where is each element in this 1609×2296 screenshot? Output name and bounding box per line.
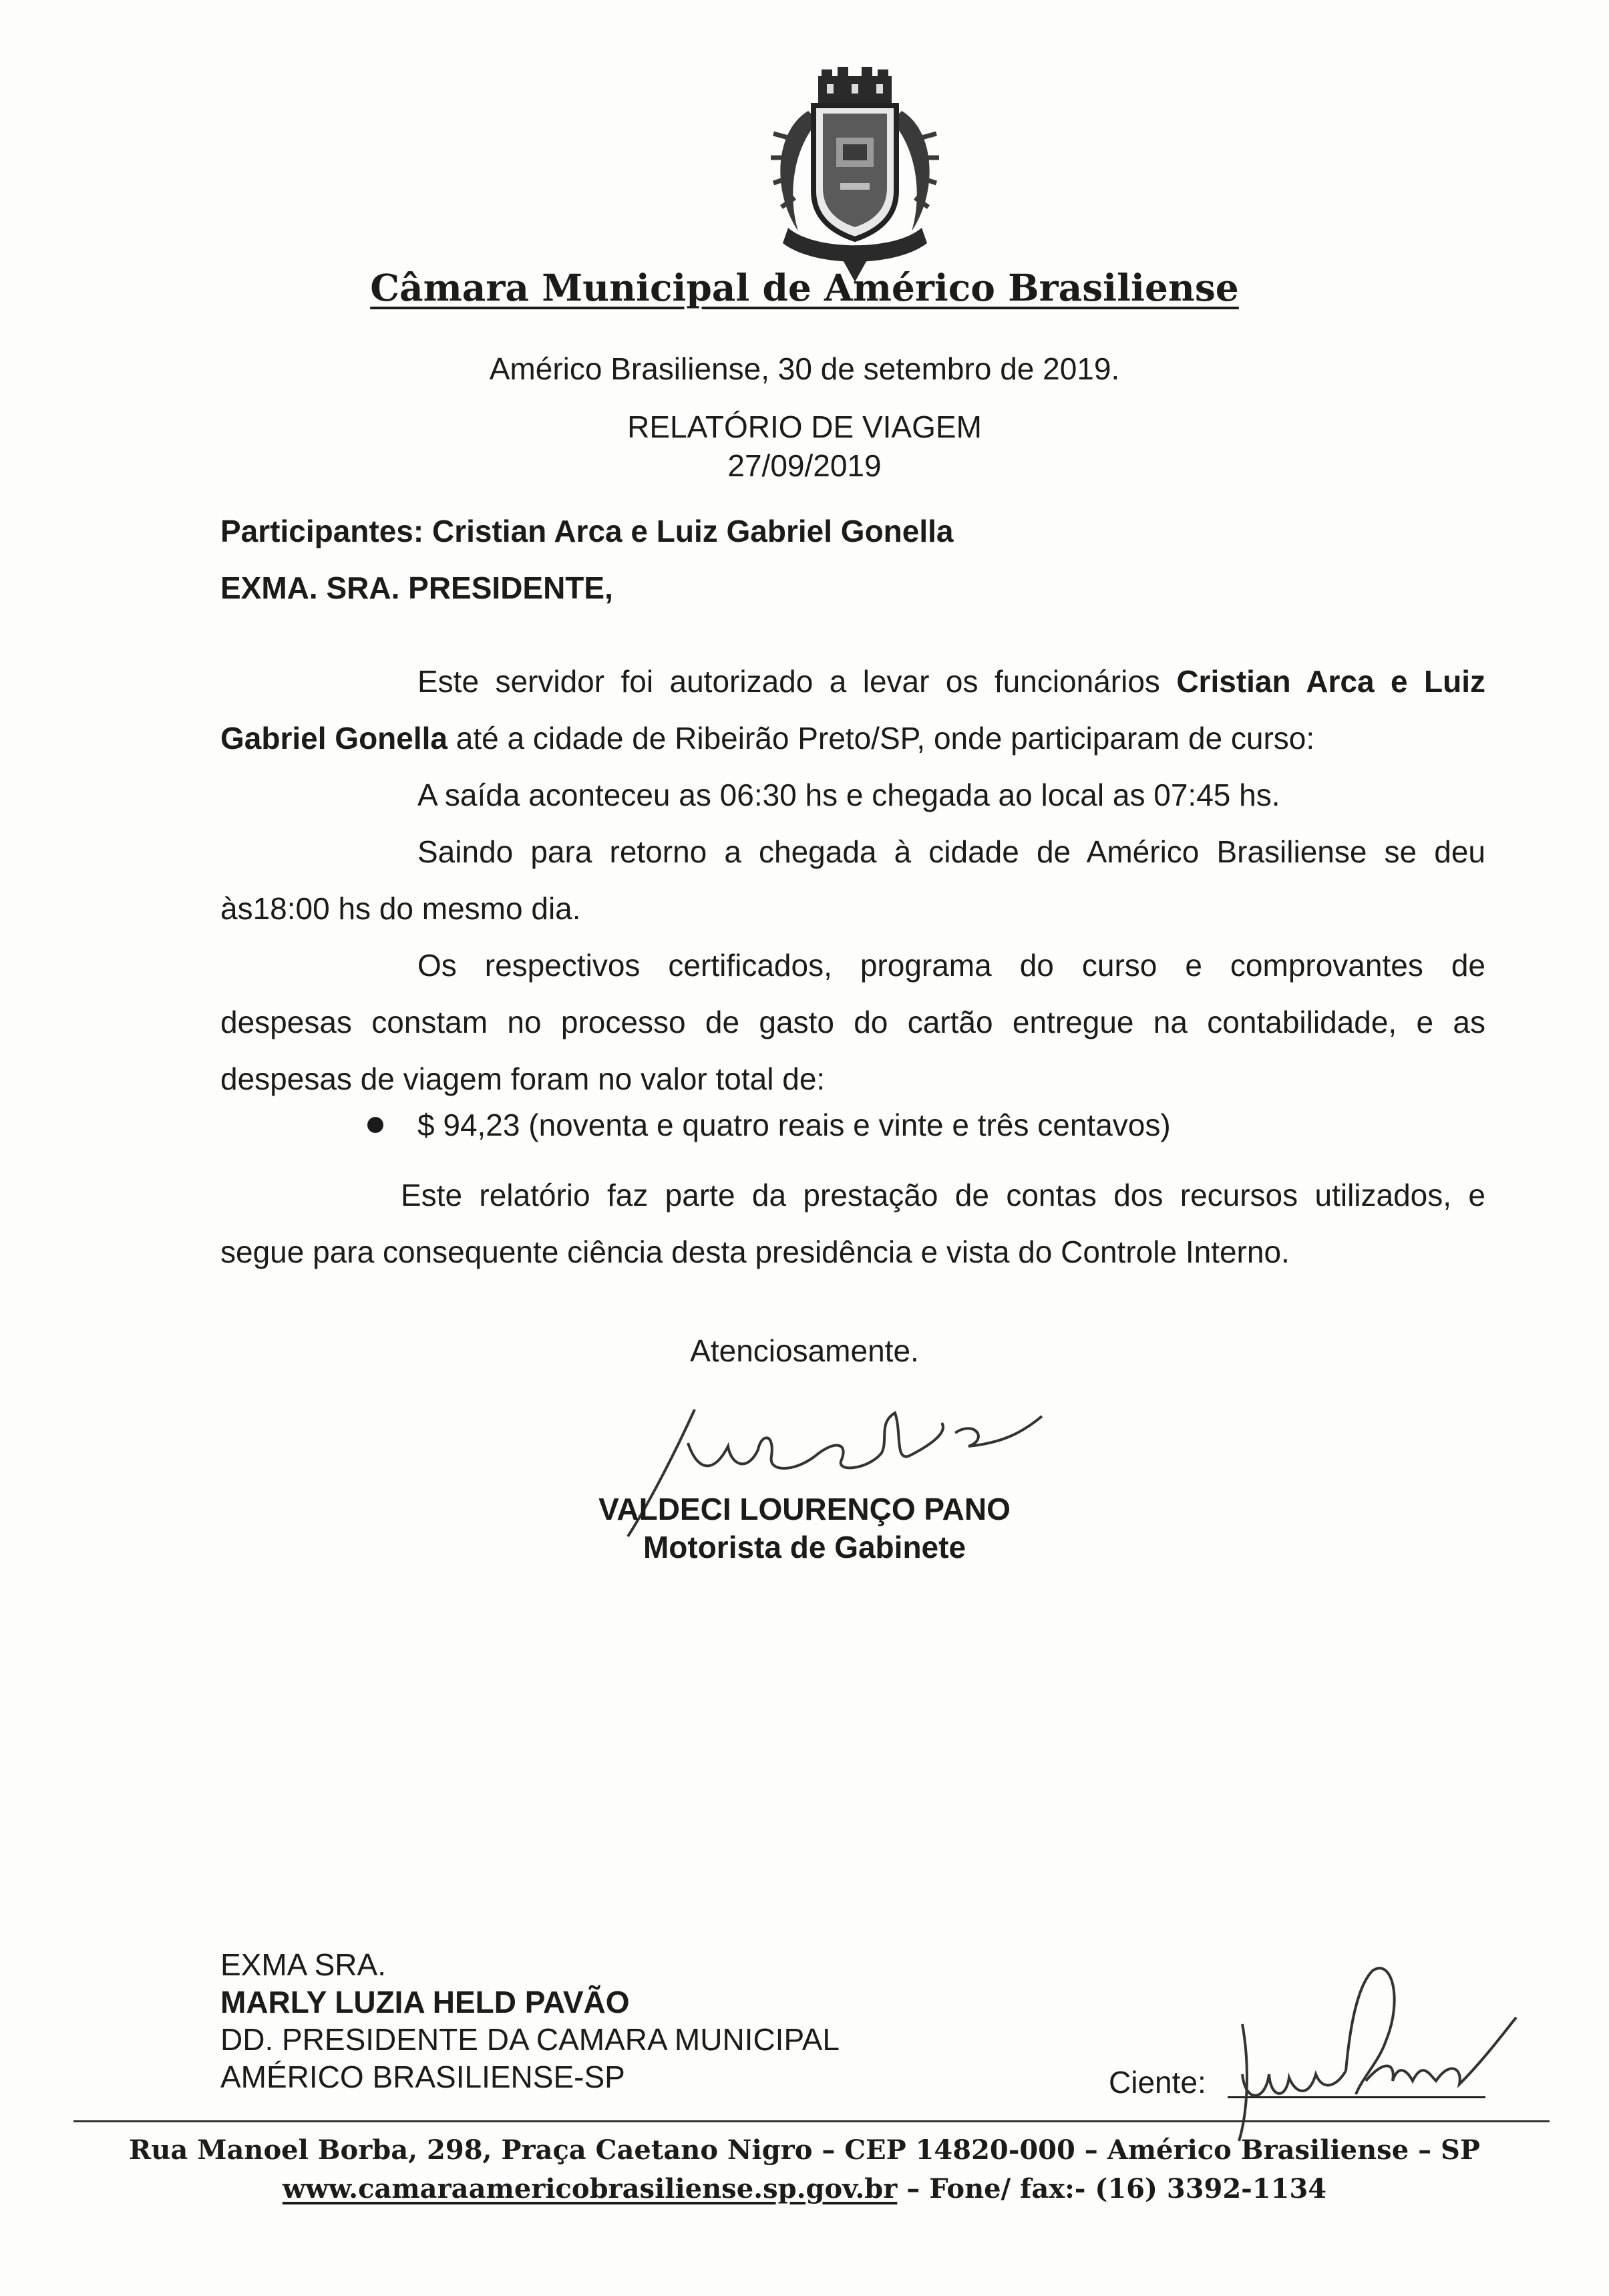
paragraph-2: A saída aconteceu as 06:30 hs e chegada ao local as 07:45 hs. (417, 778, 1280, 812)
footer-address: Rua Manoel Borba, 298, Praça Caetano Nigro – CEP 14820-000 – Américo Brasiliense – SP (129, 2134, 1480, 2166)
paragraph-4-line-1: Os respectivos certificados, programa do curso e comprovantes de (417, 948, 1485, 983)
paragraph-5-line-1: Este relatório faz parte da prestação de contas dos recursos utilizados, e (401, 1178, 1485, 1212)
paragraph-1-line-2 (220, 710, 1485, 767)
signer-name: VALDECI LOURENÇO PANO (598, 1492, 1011, 1526)
p1-name-a: Cristian Arca e Luiz (1176, 664, 1485, 699)
ciente-label: Ciente: (1109, 2065, 1206, 2100)
p1-start-text: Este servidor foi autorizado a levar os funcionários (417, 664, 1160, 699)
footer-contact (0, 2173, 1609, 2204)
report-title: RELATÓRIO DE VIAGEM (627, 409, 982, 444)
paragraph-3-line-2: às18:00 hs do mesmo dia. (220, 891, 581, 926)
chamber-name-text: Câmara Municipal de Américo Brasiliense (370, 266, 1239, 309)
salutation: EXMA. SRA. PRESIDENTE, (220, 570, 613, 605)
trip-date: 27/09/2019 (727, 448, 882, 483)
footer-rule (73, 2120, 1550, 2122)
paragraph-4-line-3: despesas de viagem foram no valor total de: (220, 1061, 826, 1096)
paragraph-3-line-1: Saindo para retorno a chegada à cidade de Américo Brasiliense se deu (417, 834, 1485, 869)
paragraph-4-line-2: despesas constam no processo de gasto do cartão entregue na contabilidade, e as (220, 1005, 1485, 1039)
paragraph-1-line-1 (417, 653, 1485, 710)
signer-role: Motorista de Gabinete (643, 1530, 966, 1565)
chamber-name-heading (0, 266, 1609, 309)
coat-of-arms-icon (761, 64, 948, 285)
signature-marly (1229, 1961, 1523, 2154)
closing: Atenciosamente. (690, 1333, 919, 1368)
paragraph-5-line-2: segue para consequente ciência desta presidência e vista do Controle Interno. (220, 1235, 1290, 1269)
recipient-name: MARLY LUZIA HELD PAVÃO (220, 1985, 630, 2019)
p1-end-text: até a cidade de Ribeirão Preto/SP, onde participaram de curso: (456, 721, 1315, 756)
phone-fax: – Fone/ fax:- (16) 3392-1134 (906, 2173, 1327, 2204)
participants-line: Participantes: Cristian Arca e Luiz Gabriel Gonella (220, 514, 954, 548)
amount-item: $ 94,23 (noventa e quatro reais e vinte e três centavos) (417, 1108, 1171, 1142)
bullet-icon (367, 1117, 383, 1133)
recipient-city: AMÉRICO BRASILIENSE-SP (220, 2060, 625, 2094)
website-link[interactable]: www.camaraamericobrasiliense.sp.gov.br (282, 2173, 898, 2204)
p1-name-b: Gabriel Gonella (220, 721, 448, 756)
recipient-role: DD. PRESIDENTE DA CAMARA MUNICIPAL (220, 2022, 840, 2057)
place-date: Américo Brasiliense, 30 de setembro de 2019. (489, 351, 1120, 386)
recipient-line-1: EXMA SRA. (220, 1947, 386, 1982)
